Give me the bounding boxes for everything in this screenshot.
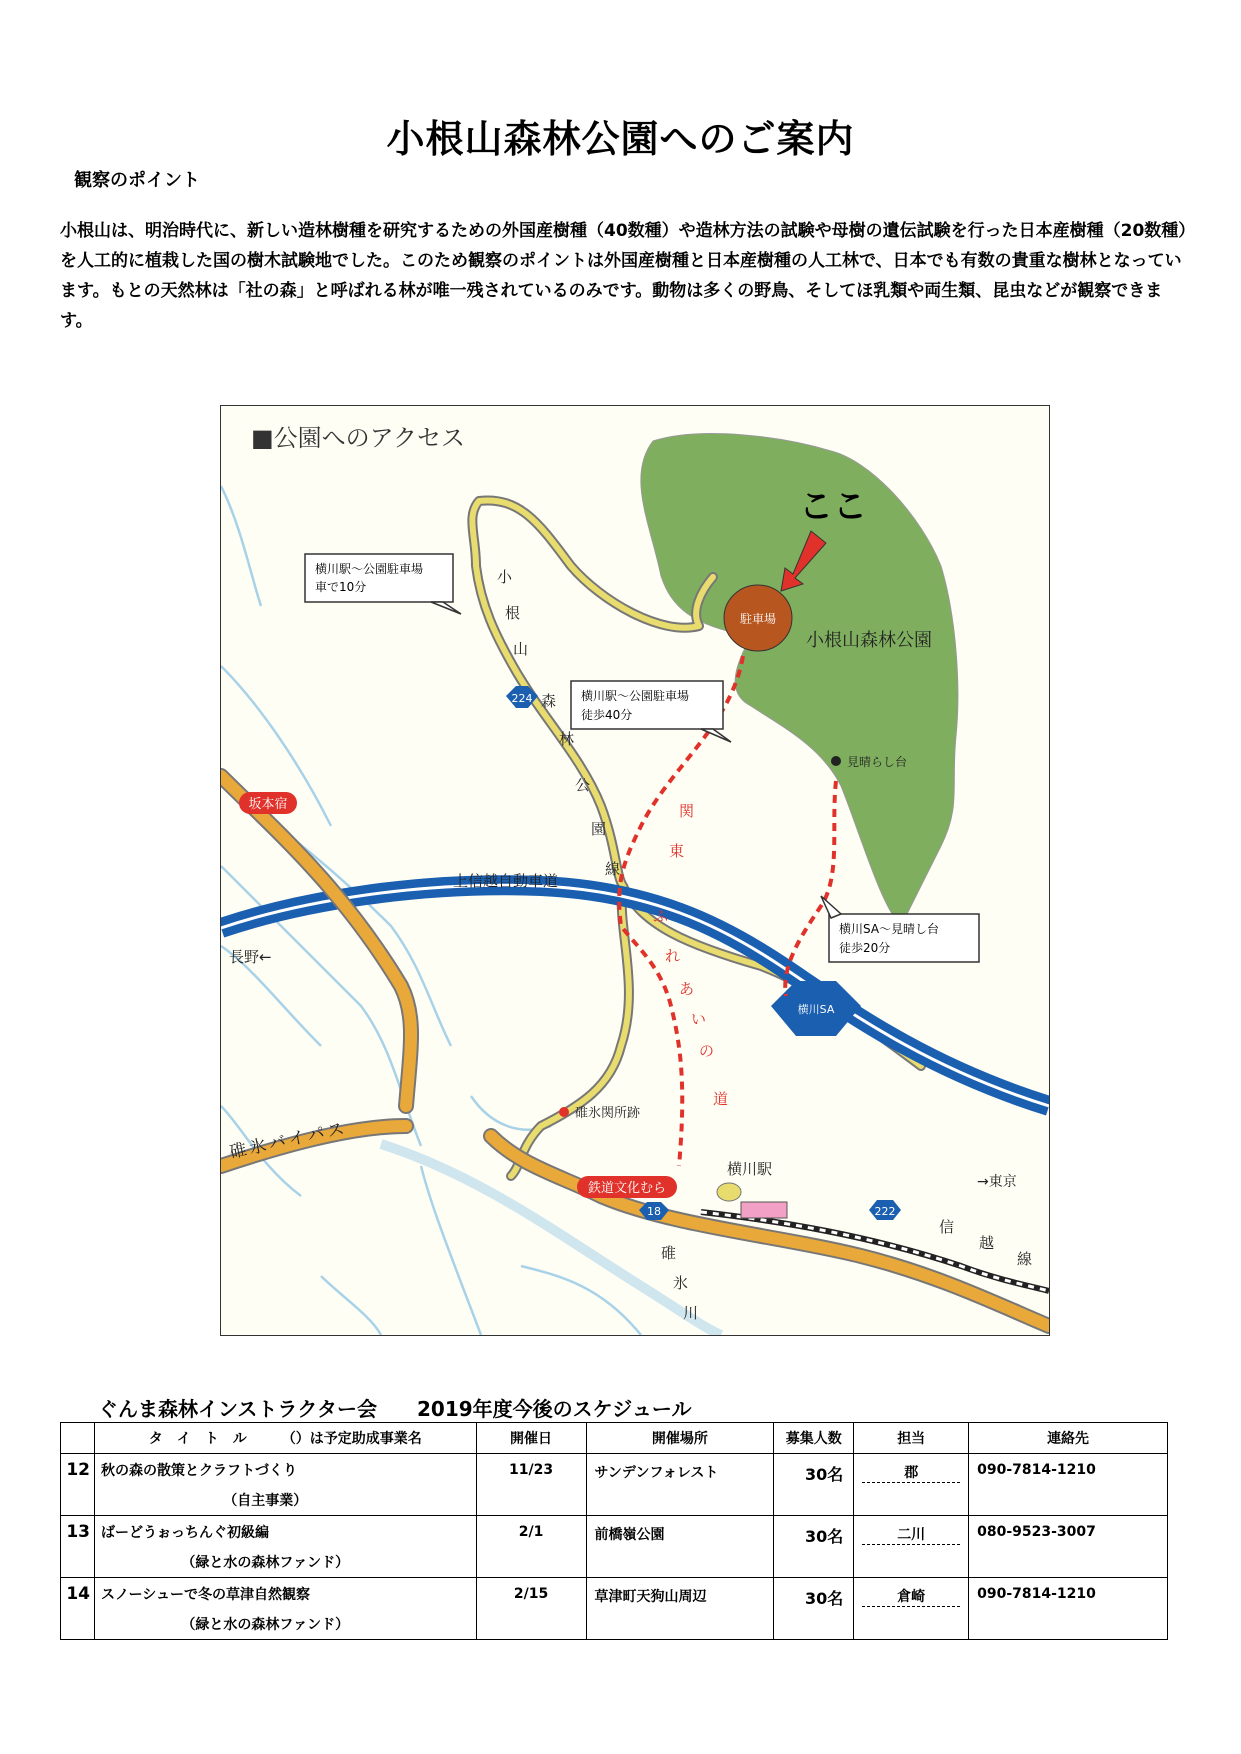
tetsudo-label: [577, 1176, 677, 1198]
event-date: 2/15: [476, 1578, 586, 1640]
header-person: 担当: [854, 1423, 969, 1454]
svg-text:ふ: ふ: [653, 907, 669, 925]
svg-text:鉄道文化むら: 鉄道文化むら: [587, 1181, 667, 1196]
map-heading: ■公園へのアクセス: [251, 424, 465, 452]
station-label: 横川駅: [727, 1160, 773, 1178]
event-capacity: 30名: [774, 1454, 854, 1516]
event-capacity: 30名: [774, 1578, 854, 1640]
svg-text:山: 山: [513, 640, 529, 658]
svg-text:川: 川: [683, 1304, 699, 1322]
svg-text:線: 線: [1017, 1250, 1033, 1268]
svg-text:信: 信: [939, 1218, 955, 1236]
svg-text:224: 224: [511, 692, 533, 705]
svg-text:れ: れ: [665, 947, 681, 965]
header-capacity: 募集人数: [774, 1423, 854, 1454]
tokyo-label: →東京: [977, 1174, 1017, 1190]
row-number: 14: [61, 1578, 95, 1640]
svg-text:の: の: [699, 1042, 715, 1060]
svg-text:横川SA～見晴し台: 横川SA～見晴し台: [839, 922, 940, 936]
intro-paragraph: 小根山は、明治時代に、新しい造林樹種を研究するための外国産樹種（40数種）や造林方法の試験や母樹の遺伝試験を行った日本産樹種（20数種）を人工的に植栽した国の樹木試験地でした。このため観察のポイントは外国産樹種と日本産樹種の人工林で、日本でも有数の貴重な樹林となっています。もとの天然林は「社の森」と呼ばれる林が唯一残されているのみです。動物は多くの野鳥、そしてほ乳類や両生類、昆虫などが観察できます。: [60, 221, 1187, 331]
station-building: [741, 1202, 787, 1218]
schedule-title: ぐんま森林インストラクター会 2019年度今後のスケジュール: [98, 1397, 692, 1421]
header-contact: 連絡先: [969, 1423, 1168, 1454]
event-person: 郡: [854, 1454, 969, 1516]
table-row: [61, 1516, 1168, 1578]
lookout-dot: [831, 756, 841, 766]
row-number: 13: [61, 1516, 95, 1578]
page-title: 小根山森林公園へのご案内: [386, 117, 855, 161]
svg-text:越: 越: [979, 1234, 995, 1252]
event-person: 二川: [854, 1516, 969, 1578]
svg-text:線: 線: [605, 860, 621, 878]
svg-text:小: 小: [497, 568, 513, 586]
svg-text:222: 222: [874, 1205, 896, 1218]
svg-text:車で10分: 車で10分: [315, 580, 367, 594]
sekisho-label: 碓氷関所跡: [575, 1106, 641, 1121]
svg-text:公: 公: [575, 776, 591, 794]
svg-text:園: 園: [591, 820, 607, 838]
svg-text:林: 林: [559, 730, 575, 748]
row-number: 12: [61, 1454, 95, 1516]
park-name: 小根山森林公園: [806, 630, 932, 651]
event-contact: 090-7814-1210: [969, 1454, 1168, 1516]
svg-text:氷: 氷: [673, 1274, 689, 1292]
svg-text:森: 森: [541, 692, 557, 710]
event-title: ばーどうぉっちんぐ初級編 （緑と水の森林ファンド）: [94, 1516, 476, 1578]
svg-text:道: 道: [713, 1090, 729, 1108]
table-row: [61, 1454, 1168, 1516]
lookout-label: 見晴らし台: [847, 755, 908, 769]
here-label: ここ: [799, 487, 867, 527]
event-contact: 080-9523-3007: [969, 1516, 1168, 1578]
nagano-label: 長野←: [229, 948, 272, 966]
event-contact: 090-7814-1210: [969, 1578, 1168, 1640]
svg-text:18: 18: [647, 1205, 661, 1218]
svg-text:徒歩20分: 徒歩20分: [839, 941, 891, 955]
svg-text:碓: 碓: [661, 1244, 677, 1262]
table-row: [61, 1578, 1168, 1640]
event-place: サンデンフォレスト: [586, 1454, 774, 1516]
event-place: 前橋嶺公園: [586, 1516, 774, 1578]
svg-text:い: い: [691, 1010, 707, 1028]
event-title: スノーシューで冬の草津自然観察 （緑と水の森林ファンド）: [94, 1578, 476, 1640]
svg-text:横川駅～公園駐車場: 横川駅～公園駐車場: [315, 562, 424, 576]
svg-text:坂本宿: 坂本宿: [248, 797, 288, 812]
header-title: タ イ ト ル （）は予定助成事業名: [94, 1423, 476, 1454]
access-map: [220, 405, 1050, 1336]
svg-text:あ: あ: [679, 980, 695, 998]
parking-label: 駐車場: [739, 612, 777, 626]
sakamoto-label: [239, 792, 297, 814]
event-person: 倉崎: [854, 1578, 969, 1640]
event-date: 2/1: [476, 1516, 586, 1578]
svg-text:横川駅～公園駐車場: 横川駅～公園駐車場: [581, 689, 690, 703]
svg-text:徒歩40分: 徒歩40分: [581, 708, 633, 722]
event-date: 11/23: [476, 1454, 586, 1516]
header-date: 開催日: [476, 1423, 586, 1454]
schedule-table: [60, 1422, 1168, 1640]
event-capacity: 30名: [774, 1516, 854, 1578]
sekisho-dot: [559, 1107, 569, 1117]
svg-text:根: 根: [505, 604, 521, 622]
sa-label: 横川SA: [797, 1003, 835, 1016]
header-place: 開催場所: [586, 1423, 774, 1454]
event-title: 秋の森の散策とクラフトづくり （自主事業）: [94, 1454, 476, 1516]
svg-text:関: 関: [679, 802, 695, 820]
svg-text:東: 東: [669, 842, 685, 860]
expressway-label: 上信越自動車道: [453, 872, 559, 890]
event-place: 草津町天狗山周辺: [586, 1578, 774, 1640]
table-header-row: [61, 1423, 1168, 1454]
bypass-label: 碓氷バイパス: [227, 1118, 350, 1163]
section-heading: 観察のポイント: [74, 170, 200, 191]
